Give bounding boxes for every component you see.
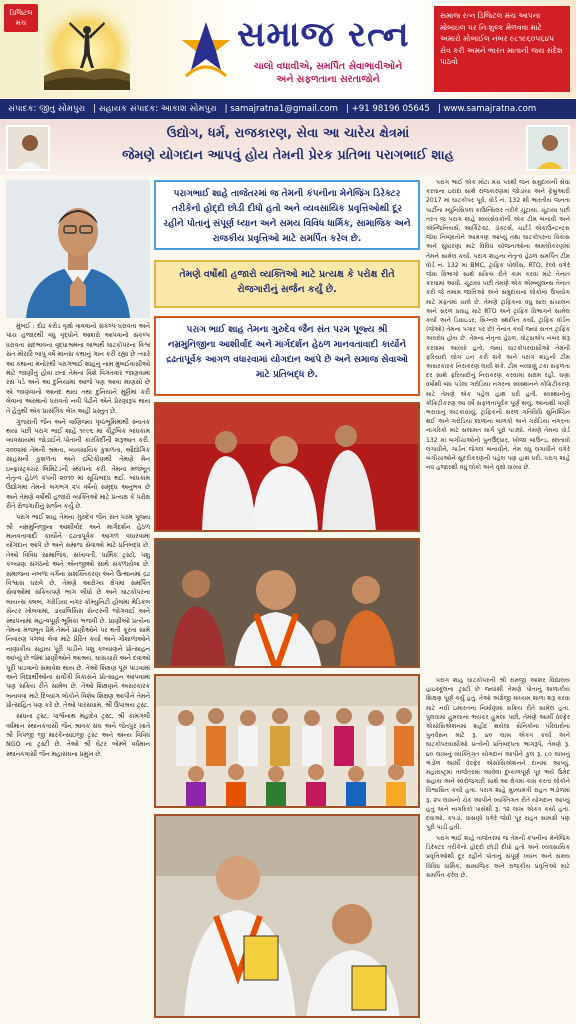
assistant-editor-credit: | સહાયક સંપાદક: આકાશ સોમપુરા — [93, 104, 217, 114]
article-paragraph: પરાગ શાહ ઘાટકોપરની શ્રી રામજી આશર વિદ્યાલય હાઇસ્કૂલના ટ્રસ્ટી છે જ્યાંથી તેમણે પોતાનું શાળાકીય શિક્ષણ પૂર્ણ કર્યું હતું. તેઓ અંગ્રેજી માધ્યમ શાળા શરૂ કરવા માટે નવી ઇમારતના નિર્માણમાં સક્રિય રીતે સામેલ હતા. પુલવામા હુમલાના ભયંકર હુમલા પછી, તેમણે આર્મી વેલ્ફેર એસોસિએશનમાં શહીદ થયેલા સૈનિકોના પરિવારોના પુનર્વસન માટે રૂ. ૪૦ લાખ એકત્ર કર્યા અને ઘાટકોપરવાસીઓ પ્રત્યેની પ્રતિબદ્ધતા ભાગરૂપે, તેમણે રૂ. ૪૦ લાખનું વ્યક્તિગત યોગદાન આપીને કુલ રૂ. ૮૦ લાખનું ભંડોળ આર્મી વેલ્ફેર એસોસિએશનને દાનમાં આપ્યું. મહારાષ્ટ્રમાં તાજેતરમાં આવેલા દુષ્કાળપૂર્ણ પૂર ભયે ઉમેદ સહાય અને સ્વરોજગારી સાથે આ ક્ષેત્રમાં કામ કરતા લોકોને વિશ્વાસિત કર્યા હતા. પરાગ શાહે મુખ્યમંત્રી રાહત ભંડોળમાં રૂ. ૨૫ લાખનો ચેક આપીને વ્યક્તિગત રીતે યોગદાન આપ્યું હતું અને નાગરિકો પાસેથી રૂ. ૧૨ લાખ એકત્ર કર્યા હતા. દવાઓ, કપડાં, વાસણો વગેરે જેવી પૂર રાહત સામગ્રી પણ પૂરી પાડી હતી. — [426, 677, 570, 832]
photo-group-event — [154, 674, 420, 808]
article-paragraph: સાધના ટ્રસ્ટ, પાર્શ્વનાથ મહાદેવ ટ્રસ્ટ, શ્રી કામગલી વર્ધમાન સ્થાનકવાસી જૈન શ્રાવક સંઘ અને જેતપુર ખાતે શ્રી ત્રિપજી જી મારકેન્સાઇજી ટ્રસ્ટ અને અન્ય વિવિધ NGO ના ટ્રસ્ટી છે. તેઓ શ્રી ઘેટર બોમ્બે વર્ધમાન સ્થાનકવાસી જૈન મહાસંઘના પ્રમુખ છે. — [6, 713, 150, 758]
article-paragraph: પરાગ ભાઈ શાહ તેમના ગુરુદેવ જૈન સંત પરમ પૂજ્ય શ્રી નમ્રમુનિજીના આશીર્વાદ અને માર્ગદર્શન હેઠળ માનવતાવાદી કાર્યોને દ્રઢતાપૂર્વક આગળ વધારવામાં યોગદાન આપે છે અને સમાજ સેવાઓ માટે પ્રતિબદ્ધ છે. તેઓ વિવિધ સામાજિક, સખાવતી, ધાર્મિક ટ્રસ્ટો, પશુ કલ્યાણ સંગઠનો અને એનજીઓ સાથે સંકળાયેલા છે. સમાજના નબળા વર્ગના સશક્તિકરણ અને ઉત્થાનમાં દ્રઢ વિશ્વાસ ધરાવે છે, તેમણે આરોગ્ય ક્ષેત્રમાં સમર્પિત સેવાઓમાં સક્રિયપણે ભાગ લીધો છે અને ઘાટકોપરના લાયન્સ ક્લબ, ગરોડિયા નગર કોમ્યુનિટી હોલમાં મેડિકલ સેન્ટર ખોલવામાં, ડાયાલિસિસ સેન્ટરની જોગવાઈ અને સ્થાપનામાં મહત્વપૂર્ણ ભૂમિકા ભજવી છે. પ્રાણીઓ પ્રત્યેના તેમના મજબૂત પ્રેમે તેમને પ્રાણીઓને પર થતી ક્રૂરતા સામે નિવારણ પગલાં લેવા માટે પ્રેરિત કર્યા અને ગૌશાળાઓને નાણાકીય સહાય પૂરી પાડીને પશુ કલ્યાણને પ્રોત્સાહન આપ્યું છે જેમાં પ્રાણીઓને આશ્રય, ઘાસચારો અને દવાઓ પૂરી પાડવાનો સમાવેશ થાય છે. તેઓ શિક્ષણ પૂરું પાડવામાં અને વિદ્યાર્થીઓના સર્વાંગી વિકાસને પ્રોત્સાહન આપવામાં પણ સક્રિય રીતે સામેલ છે. તેઓ શિક્ષણને અસરકારક બનાવવા માટે દિવ્યાંગ લોકોને વિશેષ શિક્ષણ આપીને તેમને પ્રોત્સાહિત પણ કરે છે. તેઓ પારસધામ, શ્રી ઉપાશ્રય ટ્રસ્ટ, — [6, 514, 150, 710]
brand-title: સમાજ રત્ન — [237, 14, 410, 55]
left-article-column — [6, 322, 150, 1018]
headline-line-2: જેમણે યોગદાન આપવું હોય તેમની પ્રેરક પ્રતિભા પરાગભાઈ શાહ — [122, 148, 454, 163]
phone-link[interactable]: | +91 98196 05645 — [345, 104, 430, 114]
tagline-line-2: અને સફળતાના સરતાજોને — [276, 74, 380, 85]
email-link[interactable]: | samajratna1@gmail.com — [224, 104, 338, 114]
masthead — [0, 0, 576, 98]
photo-felicitation-guru — [154, 402, 420, 532]
article-paragraph: પરાગ ભાઈ એક મોટા મંચ પરથી જન સમુદાયની સેવા કરવાના ઇરાદા સાથે રાજકારણમાં જોડાયા અને ફેબ્રુઆરી 2017 માં ઘાટકોપર પૂર્વ, વોર્ડ નં. 132 થી ભારતીય જનતા પાર્ટીના મ્યુનિસિપલ કાઉન્સિલર તરીકે ચૂંટાયા. ચૂંટાયા પછી તરત જ પરાગ શાહે સ્વયંસેવકોની એક ટીમ બનાવી અને એન્જિનિયર્સ, આર્કિટેક્ટ, ડૉક્ટર્સ, ચાર્ટર્ડ એકાઉન્ટન્ટ્સ જેવા નિષ્ણાતોને આમંત્રણ આપ્યું તથા ઘાટકોપરના વિકાસ અને સુધારણા માટે વિવિધ યોજનાઓના અમલીકરણમાં તેમને સામેલ કર્યા. પરાગ શાહના નેતૃત્વ હેઠળ સમર્પિત ટીમ વોર્ડ નં. 132 માં BMC, ટ્રાફિક પોલીસ, RTO, રેલ્વે વગેરે જેવા વિભાગો સાથે સક્રિય રીતે કામ કરવા માટે તૈનાત કરવામાં આવી. ચૂંટાયા પછી તેમણે એક એમ્બ્યુલન્સ તૈનાત કરી જે તમામ જાતિઓ અને સમુદાયના લોકોના ઉપયોગ માટે મફતમાં ચાલે છે. તેમણે ટ્રાફિકના વધુ સારા સંચાલન અને સરળ પ્રવાહ માટે RTO અને ટ્રાફિક વિભાગને સામેલ કર્યા અને ડિવાઇડર, સિગ્નલ સ્થાપિત કર્યા, ટ્રાફિક વૉર્ડન (જેઓ) તેમના પગાર પર છે) તૈનાત કર્યાં જ્યાં સતત ટ્રાફિક અવરોધ હોય છે. તેમના નેતૃત્વ હેઠળ, વોટ્સએપ નંબર શરૂ કરવામાં આવ્યો હતો, જ્યાં ઘાટકોપરવાસીઓ તેમની ફરિયાદો લોગ ઇન કરી શકે અને પરાગ શાહની ટીમ અસરકારક નિરાકરણ લાવી શકે. ટીમ નવ્વાણું ટકા સફળતા દર સાથે ફરિયાદોનું નિરાકરણ કરવામાં સક્ષમ રહી. ઘણા વર્ષોથી બંધ પડેલા ગરોડિયા નગરના સ્વસ્થાનને કોંક્રિટીકરણ માટે તેમણે એક પહેલ હાથ ધરી હતી. સ્વસ્થાનોનું કોંક્રિટીકરણ આ વર્ષે સફળતાપૂર્વક પૂર્ણ થયું. આનાથી પાણી ભરાવાનું અટકાવાયું, ટ્રાફિકની સરળ ગતિવિધિ સુનિશ્ચિત થઈ અને ગરોડિયા શાળાના બાળકો અને ગરોડિયા નગરના નાગરિકો માટે સલામત માર્ગ પૂરો પાડ્યો. તેમણે તેમના વોર્ડ 132 માં બગીચાઓનો પુનર્ઉદ્ધાર, ખોજા બાઉન્ડ, સ્લતાવો લગાવીને, ગાર્ડન જૈગલ બનાવીને, તેમ વધુ લગાવીને વગેરે બગીચાઓને સુંદરીકરણની પહેલ પણ હાથ ધરી. પરાગ શાહે નવ હજારથી વધુ લોકો અને વૃક્ષો વાવ્યા છે. — [426, 179, 570, 472]
star-logo-icon — [176, 18, 232, 80]
right-article-column-bottom — [426, 676, 570, 1018]
photo-public-meeting — [154, 538, 420, 668]
promo-box: સમાજ રત્ન ડિજિટલ મંચ આપના મોબાઇલ પર નિઃશુલ્ક મેળવવા માટે અમારો મોબાઈલ નંબર ૯૮૧૯૬૦૫૬૪૫ સેવ કરી અમને ભારત માતાની જય સંદેશ પાઠવો — [434, 6, 570, 92]
article-paragraph: મુંબઈ : દોઢ કરોડ વૃક્ષો વાવવાનો સંકલ્પ ધરાવતા અને પાંચ હજારથી વધુ વૃદ્ધોને આશરો આપવાનો સંકલ્પ ધરાવતા સદભાવના વૃદ્ધાશ્રમના લાભાર્થે ઘાટકોપરના વિશ્વ સંત મોરારિ બાપુ વર્ષે માનસ કથાનું ગાન કરી રહ્યા છે ત્યારે આ કથાના મનોરથી પરાગભાઈ શાહનું નામ મુંબઈવાસીઓ માટે જાણીતું હોવા છતાં તેમના વિશે વિગતવાર જાણવામાં રસ પડે અને આ દુનિયામાં આજે પણ આવા માણસો છે એ જાણવાનો આનંદ થાય તથા દુનિયાને મુઠ્ઠીમાં કરી લેવાના અરમાનો ધરાવતો નવી પેઢીને એને પ્રેરણારૂપ થાય તે હેતુથી એક પ્રાસંગિક લેખ અહીં પ્રસ્તુત છે. — [6, 323, 150, 415]
digital-badge: ડિજિટલ મંચ — [4, 4, 38, 32]
contact-ribbon — [0, 99, 576, 119]
tagline — [228, 60, 428, 86]
editor-credit: સંપાદક: જીતુ સોમપુરા — [8, 104, 86, 114]
headline-band — [0, 119, 576, 175]
callout-box-3: પરાગ ભાઈ શાહ તેમના ગુરુદેવ જૈન સંત પરમ પૂજ્ય શ્રી નમ્રમુનિજીના આશીર્વાદ અને માર્ગદર્શન હેઠળ માનવતાવાદી કાર્યોને દ્રઢતાપૂર્વક આગળ વધારવામાં યોગદાન આપે છે અને સમાજ સેવાઓ માટે પ્રતિબદ્ધ છે. — [154, 316, 420, 396]
assistant-editor-photo — [526, 125, 570, 171]
article-paragraph: ગુજરાતી જૈન અને વાણિજ્ય પૃષ્ઠભૂમિમાંથી સ્નાતક થયા પછી પરાગ ભાઈ શાહે ૧૯૯૬ માં કૌટુંબિક બાંધકામ વ્યવસાયમાં જોડાઈને પોતાની કારકિર્દીની શરૂઆત કરી. ૨૦૦૨માં તેમની શ્રમતા, વ્યવસાયિક કુશળતા, ઔદ્યોગિક સાહસની કુશળતા અને દ્રષ્ટિકોણથી તેમણે મેન ઇન્ફ્રાસ્ટ્રક્ચર લિમિટેડની સ્થાપના કરી. તેમના મજબૂત નેતૃત્વ હેઠળ કંપની ૨૦૧૦ માં સૂચિબદ્ધ થઈ. બાંધકામ ઉદ્યોગમાં તેમનો લગભગ ૨૫ વર્ષનો સમૃદ્ધ અનુભવ છે અને તેમણે વર્ષોથી હજારો વ્યક્તિઓ માટે પ્રત્યક્ષ કે પરોક્ષ રીતે રોજગારીનું સર્જન કર્યું છે. — [6, 418, 150, 511]
parag-shah-portrait — [6, 180, 150, 318]
tagline-line-1: ચાલો વધાવીએ, સમર્પિત સેવાભાવીઓને — [253, 61, 403, 72]
headline — [56, 123, 520, 167]
callout-box-2: તેમણે વર્ષોથી હજારો વ્યક્તિઓ માટે પ્રત્યક્ષ કે પરોક્ષ રીતે રોજગારીનું સર્જન કર્યું છે. — [154, 260, 420, 308]
website-link[interactable]: | www.samajratna.com — [437, 104, 537, 114]
photo-book-launch — [154, 814, 420, 1018]
right-article-column-top — [426, 178, 570, 672]
editor-photo — [6, 125, 50, 171]
article-paragraph: પરાગ ભાઈ શાહે તાજેતરમાં જ તેમની કંપનીના મેનેજિંગ ડિરેક્ટર તરીકેનો હોદ્દો છોડી દીધો હતો અને વ્યવસાયિક પ્રવૃત્તિઓથી દૂર રહીને પોતાનું સંપૂર્ણ ધ્યાન અને સમય વિવિધ ધાર્મિક, સામાજિક અને રાજકીય પ્રવૃત્તિઓ માટે સમર્પિત કરેલ છે. — [426, 834, 570, 879]
headline-line-1: ઉદ્યોગ, ધર્મ, રાજકારણ, સેવા આ ચારેય ક્ષેત્રમાં — [166, 126, 410, 141]
callout-box-1: પરાગભાઈ શાહે તાજેતરમાં જ તેમની કંપનીના મેનેજિંગ ડિરેક્ટર તરીકેનો હોદ્દો છોડી દીધો હતો અને વ્યવસાયિક પ્રવૃત્તિઓથી દૂર રહીને પોતાનું સંપૂર્ણ ધ્યાન અને સમય વિવિધ ધાર્મિક, સામાજિક અને રાજકીય પ્રવૃત્તિઓ માટે સમર્પિત કરેલ છે. — [154, 180, 420, 250]
sunrise-hero-illustration — [44, 6, 130, 90]
